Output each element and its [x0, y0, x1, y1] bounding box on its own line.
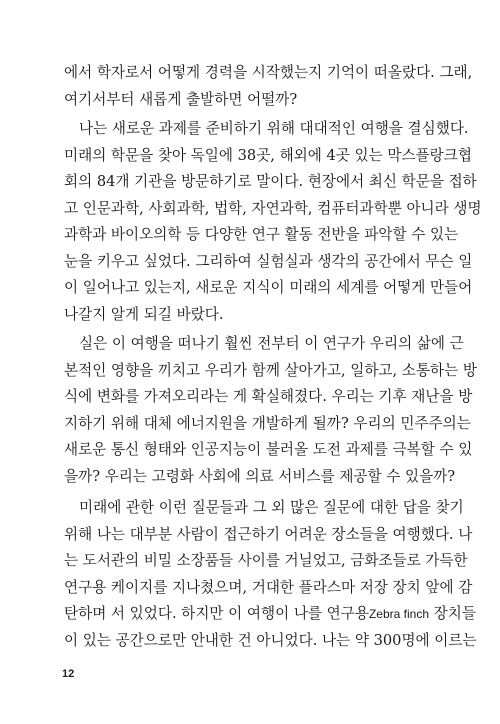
- inline-english-term: Zebra finch: [368, 607, 429, 621]
- text-line: 여기서부터 새롭게 출발하면 어떨까?: [64, 90, 298, 108]
- text-line: 본적인 영향을 끼치고 우리가 함께 살아가고, 일하고, 소통하는 방: [64, 361, 477, 379]
- text-segment: 장치들: [429, 605, 476, 622]
- text-line: 미래에 관한 이런 질문들과 그 외 많은 질문에 대한 답을 찾기: [79, 499, 464, 516]
- text-line: 나는 새로운 과제를 준비하기 위해 대대적인 여행을 결심했다.: [79, 120, 469, 137]
- text-line: 지하기 위해 대체 에너지원을 개발하게 될까? 우리의 민주주의는: [64, 414, 471, 432]
- text-line: 고 인문과학, 사회과학, 법학, 자연과학, 컴퓨터과학뿐 아니라 생명: [64, 199, 482, 217]
- text-segment: 탄하며 서 있었다. 하지만 이 여행이 나를 연구용: [64, 605, 369, 622]
- text-line: 눈을 키우고 싶었다. 그리하여 실험실과 생각의 공간에서 무슨 일: [64, 252, 473, 270]
- paragraph-1: [64, 60, 473, 113]
- text-line: 연구용 케이지를 지나쳤으며, 거대한 플라스마 저장 장치 앞에 감: [64, 578, 473, 596]
- text-line: 새로운 통신 형태와 인공지능이 불러올 도전 과제를 극복할 수 있: [64, 441, 473, 458]
- text-line: 나갈지 알게 되길 바랐다.: [64, 305, 224, 323]
- body-text: [64, 60, 482, 654]
- page-number: 12: [62, 668, 75, 680]
- text-line: 미래의 학문을 찾아 독일에 38곳, 해외에 4곳 있는 막스플랑크협: [64, 146, 472, 164]
- text-line-with-term: [64, 601, 476, 628]
- text-line: 식에 변화를 가져오리라는 게 확실해졌다. 우리는 기후 재난을 방: [64, 388, 473, 405]
- text-line: 는 도서관의 비밀 소장품들 사이를 거닐었고, 금화조들로 가득한: [64, 552, 468, 569]
- text-line: 을까? 우리는 고령화 사회에 의료 서비스를 제공할 수 있을까?: [64, 467, 456, 485]
- paragraph-2: [64, 116, 482, 328]
- text-line: 이 있는 공간으로만 안내한 건 아니었다. 나는 약 300명에 이르는: [64, 631, 477, 649]
- text-line: 회의 84개 기관을 방문하기로 말이다. 현장에서 최신 학문을 접하: [64, 173, 477, 190]
- text-line: 과학과 바이오의학 등 다양한 연구 활동 전반을 파악할 수 있는: [64, 226, 459, 243]
- text-line: 실은 이 여행을 떠나기 훨씬 전부터 이 연구가 우리의 삶에 근: [79, 335, 464, 352]
- text-line: 위해 나는 대부분 사람이 접근하기 어려운 장소들을 여행했다. 나: [64, 525, 473, 543]
- paragraph-4: [64, 495, 477, 654]
- paragraph-3: [64, 331, 477, 490]
- text-line: 이 일어나고 있는지, 새로운 지식이 미래의 세계를 어떻게 만들어: [64, 279, 473, 296]
- text-line: 에서 학자로서 어떻게 경력을 시작했는지 기억이 떠올랐다. 그래,: [64, 64, 473, 81]
